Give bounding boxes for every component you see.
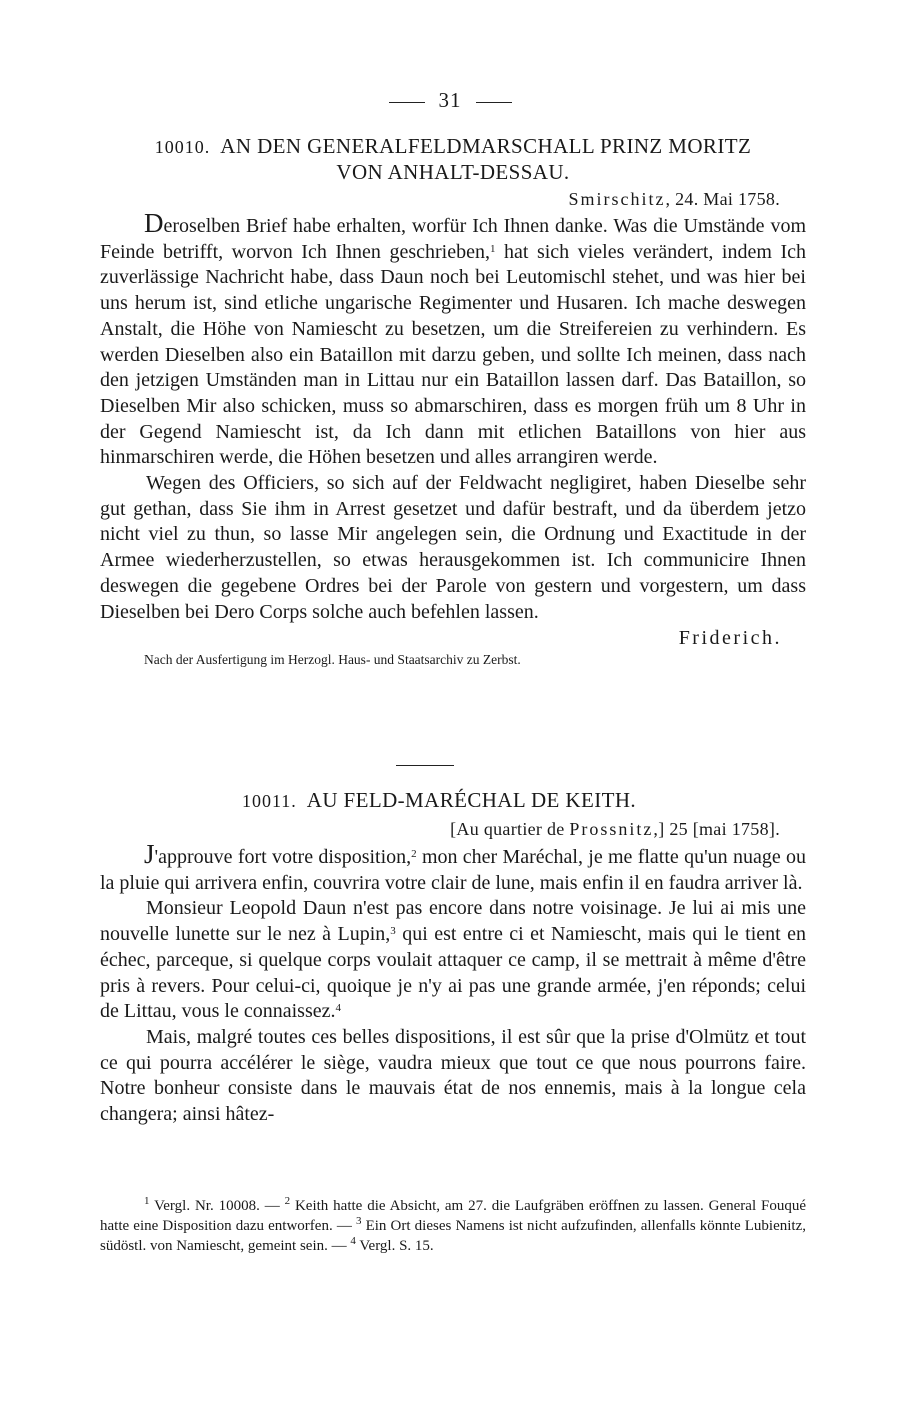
signature: Friderich.	[678, 627, 782, 650]
letter-10011	[100, 788, 806, 1128]
footnotes	[100, 1196, 806, 1256]
footnote-number: 3	[355, 1215, 362, 1227]
paragraph-text: hat sich vieles verändert, indem Ich zuverlässige Nachricht habe, dass Daun noch bei Leutomischl stehet, und was hier bei uns herum ist, sind etliche ungarische Regimenter und Husaren. Ich mache deswegen Anstalt, die Höhe von Namiescht zu besetzen, um die Streifereien zu verhindern. Es werden Dieselben also ein Bataillon mit darzu geben, und sollte Ich meinen, dass nach den jetzigen Umständen man in Littau nur ein Bataillon lassen darf. Das Bataillon, so Dieselben Mir also schicken, muss so abmarschiren, dass es morgen früh um 8 Uhr in der Gegend Namiescht ist, da Ich dann mit etlichen Bataillons von hier aus hinmarschiren werde, die Höhen besetzen und alles arrangiren werde.	[100, 240, 806, 469]
paragraph-text: qui est entre ci et Namiescht, mais qui le tient en échec, parceque, si quelque corps voulait attaquer ce camp, il se mettrait à même d'être pris à revers. Pour celui-ci, quoique je n'y ai pas une grande armée, j'en réponds; celui de Littau, vous le connaissez.	[100, 923, 807, 1023]
paragraph-text: Monsieur Leopold Daun n'est pas encore dans notre voisinage. Je lui ai mis une nouvelle lunette sur le nez à Lupin,	[100, 897, 806, 946]
footnote-number: 2	[284, 1195, 291, 1207]
letter-10010	[100, 134, 806, 669]
letter-heading	[100, 134, 806, 185]
initial-letter: D	[144, 208, 164, 238]
letter-number: 10010.	[154, 137, 211, 157]
page-number-dash-right	[476, 102, 512, 103]
paragraph-text: mon cher Maréchal, je me flatte qu'un nuage ou la pluie qui arrivera enfin, couvrira votre clair de lune, mais enfin il en faudra arriver là.	[100, 846, 806, 894]
paragraph: Mais, malgré toutes ces belles dispositions, il est sûr que la prise d'Olmütz et tout ce qui pourra accélérer le siège, vaudra mieux que tout ce que nous pourrons faire. Notre bonheur consiste dans le mauvais état de nos ennemis, mais à la longue cela changera; ainsi hâtez-	[100, 1025, 806, 1126]
date: ,] 25 [mai 1758].	[653, 819, 780, 839]
letter-heading	[100, 788, 806, 814]
letter-number: 10011.	[241, 791, 297, 811]
footnote-body: Vergl. S. 15.	[355, 1238, 434, 1254]
date: , 24. Mai 1758.	[665, 189, 780, 209]
paragraph-text: 'approuve fort votre disposition,	[154, 846, 412, 868]
place-prefix: [Au quartier de	[450, 819, 570, 839]
footnote-number: 4	[350, 1235, 356, 1247]
paragraph	[100, 208, 806, 471]
footnote-text	[100, 1196, 806, 1256]
footnote-ref: 3	[390, 925, 396, 938]
source-note: Nach der Ausfertigung im Herzogl. Haus- und Staatsarchiv zu Zerbst.	[144, 652, 521, 668]
footnote-body: Keith hatte die Absicht, am 27. die Laufgräben eröffnen zu lassen. General Fouqué hatte eine Disposition dazu entworfen. —	[100, 1198, 806, 1234]
footnote-ref: 2	[411, 848, 417, 860]
section-divider	[396, 765, 454, 766]
place: Prossnitz	[569, 819, 654, 839]
footnote-number: 1	[144, 1195, 150, 1207]
footnote-body: Ein Ort dieses Namens ist nicht aufzufinden, allenfalls könnte Lubienitz, südöstl. von Namiescht, gemeint sein. —	[100, 1218, 806, 1254]
paragraph	[100, 896, 806, 1025]
paragraph	[100, 839, 806, 896]
place-date	[100, 819, 780, 840]
paragraph-text: eroselben Brief habe erhalten, worfür Ich Ihnen danke. Was die Umstände vom Feinde betrifft, worvon Ich Ihnen geschrieben,	[100, 215, 806, 263]
place-date	[100, 189, 780, 210]
recipient: AU FELD-MARÉCHAL DE KEITH.	[306, 788, 637, 812]
page-number-value: 31	[438, 88, 462, 112]
recipient-line-2: VON ANHALT-DESSAU.	[336, 160, 570, 184]
footnote-ref: 4	[335, 1002, 341, 1015]
recipient-line-1: AN DEN GENERALFELDMARSCHALL PRINZ MORITZ	[220, 134, 752, 158]
footnote-ref: 1	[489, 242, 496, 255]
footnote-body: Vergl. Nr. 10008. —	[149, 1198, 285, 1214]
place: Smirschitz	[568, 189, 666, 209]
page-number	[0, 88, 900, 113]
page-number-dash-left	[389, 102, 425, 103]
paragraph: Wegen des Officiers, so sich auf der Feldwacht negligiret, haben Dieselbe sehr gut gethan, dass Sie ihm in Arrest gesetzet und dafür bestraft, und da überdem jetzo nicht viel zu thun, so lasse Mir angelegen sein, die Ordnung und Exactitude in der Armee wiederherzustellen, so etwas herausgekommen ist. Ich communicire Ihnen deswegen die gegebene Ordres bei der Parole von gestern und vorgestern, um dass Dieselben bei Dero Corps solche auch befehlen lassen.	[100, 472, 806, 623]
initial-letter: J	[144, 839, 155, 869]
